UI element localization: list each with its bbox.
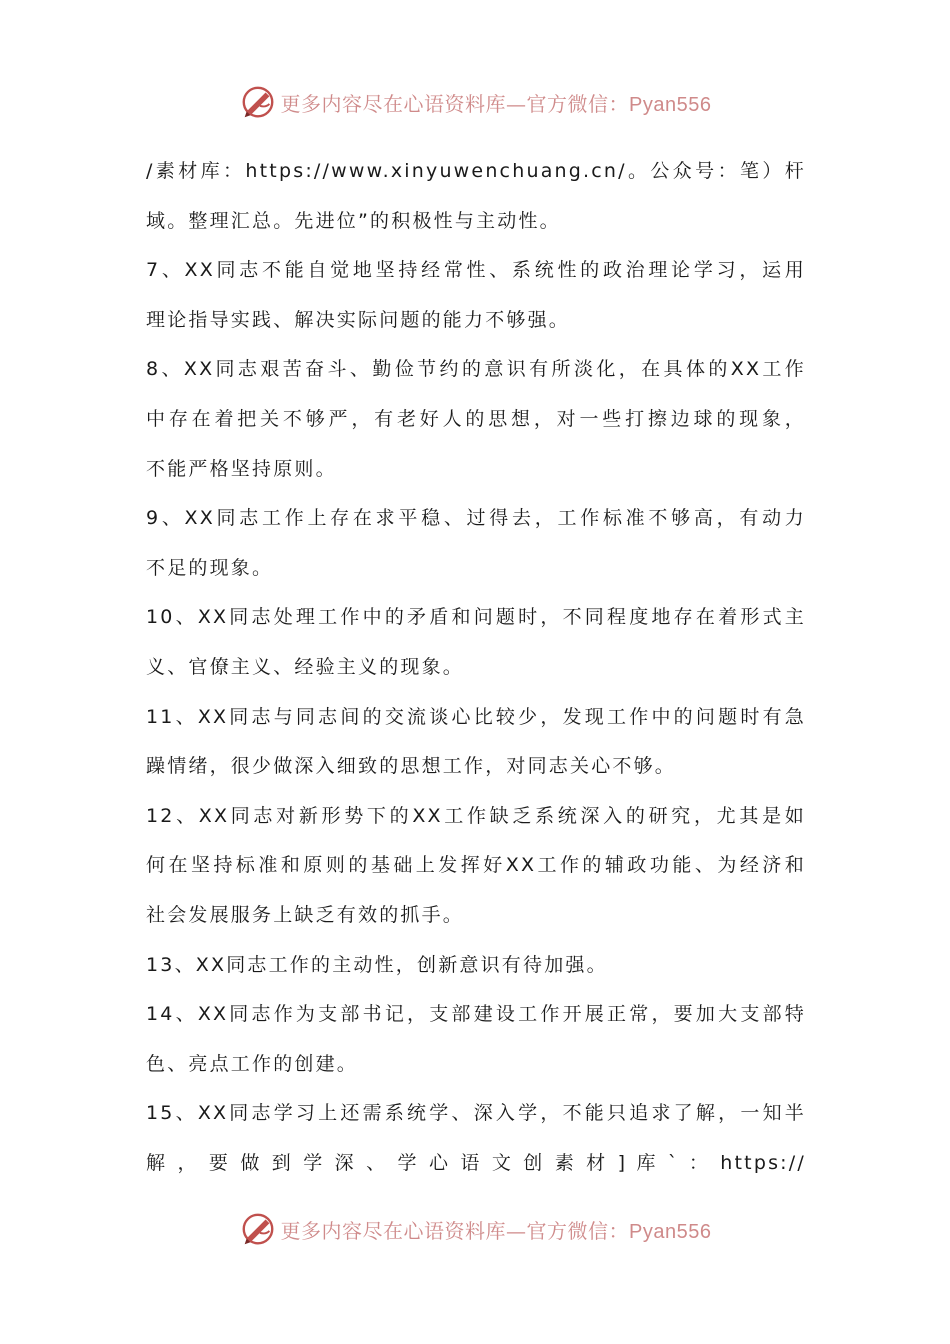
banner-text (281, 1215, 712, 1244)
text-line: 15、XX同志学习上还需系统学、深入学，不能只追求了解，一知半 (146, 1102, 806, 1125)
banner-slogan: 更多内容尽在心语资料库—官方微信： (280, 1218, 630, 1243)
text-line: 10、XX同志处理工作中的矛盾和问题时，不同程度地存在着形式主 (146, 606, 806, 629)
text-line: 9、XX同志工作上存在求平稳、过得去，工作标准不够高，有动力 (146, 507, 806, 530)
text-line: 8、XX同志艰苦奋斗、勤俭节约的意识有所淡化，在具体的XX工作 (146, 358, 806, 381)
text-line: 不能严格坚持原则。 (146, 457, 337, 480)
banner-text (281, 88, 712, 117)
text-line: 社会发展服务上缺乏有效的抓手。 (146, 903, 465, 926)
text-line: 义、官僚主义、经验主义的现象。 (146, 655, 465, 678)
footer-banner (0, 1207, 950, 1251)
text-line: 色、亮点工作的创建。 (146, 1052, 359, 1075)
text-line: 解 ， 要 做 到 学 深 、 学 心 语 文 创 素 材 ] 库 ` ： https:// (146, 1151, 806, 1174)
text-line: 7、XX同志不能自觉地坚持经常性、系统性的政治理论学习，运用 (146, 259, 806, 282)
pen-logo-icon (239, 1210, 277, 1248)
wechat-id: Pyan556 (629, 93, 712, 116)
text-line: 不足的现象。 (146, 556, 274, 579)
document-body (146, 147, 806, 1188)
text-line: 域。整理汇总。先进位”的积极性与主动性。 (146, 209, 561, 232)
text-line: 躁情绪，很少做深入细致的思想工作，对同志关心不够。 (146, 755, 677, 778)
header-banner (0, 80, 950, 124)
banner-slogan: 更多内容尽在心语资料库—官方微信： (280, 91, 630, 116)
pen-logo-icon (239, 83, 277, 121)
text-line: 何在坚持标准和原则的基础上发挥好XX工作的辅政功能、为经济和 (146, 854, 806, 877)
text-line: 12、XX同志对新形势下的XX工作缺乏系统深入的研究，尤其是如 (146, 804, 806, 827)
text-line: 13、XX同志工作的主动性，创新意识有待加强。 (146, 953, 608, 976)
text-line: 14、XX同志作为支部书记，支部建设工作开展正常，要加大支部特 (146, 1003, 806, 1026)
text-line: 中存在着把关不够严，有老好人的思想，对一些打擦边球的现象， (146, 407, 806, 430)
text-line: 理论指导实践、解决实际问题的能力不够强。 (146, 308, 571, 331)
text-line: 11、XX同志与同志间的交流谈心比较少，发现工作中的问题时有急 (146, 705, 806, 728)
wechat-id: Pyan556 (629, 1220, 712, 1243)
text-line: /素材库：https://www.xinyuwenchuang.cn/。公众号：笔）杆 (146, 160, 806, 182)
